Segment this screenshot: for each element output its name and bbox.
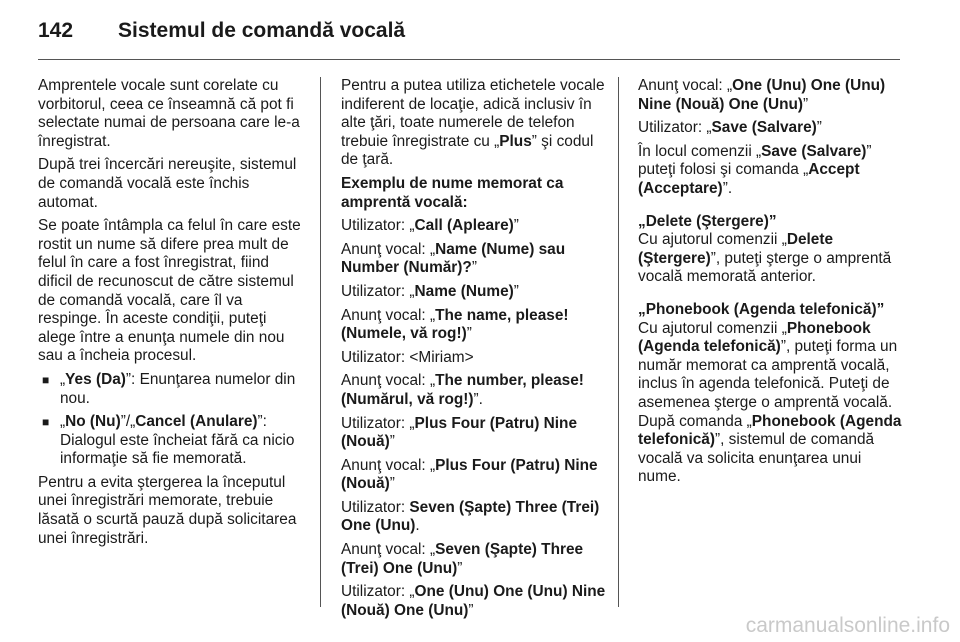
dialog-line: Utilizator: „Plus Four (Patru) Nine (Nouă)” (341, 414, 578, 451)
paragraph: Se poate întâmpla ca felul în care este rostit un nume să difere prea mult de felul în care a fost înregistrat, fiind dificil de recunoscut de către sistemul de comandă vocală, care îl va respinge. În aceste condiţii, puteţi alege între a enunţa numele din nou sau a încheia procesul. (38, 217, 301, 365)
column-divider-1 (320, 77, 321, 607)
dialog-line: Utilizator: Seven (Şapte) Three (Trei) One (Unu). (341, 498, 600, 535)
paragraph: Amprentele vocale sunt corelate cu vorbitorul, ceea ce înseamnă că pot fi selectate numai de persoana care le-a înregistrat. (38, 77, 300, 150)
command-label: No (Nu) (65, 413, 121, 431)
dialog-line: Anunţ vocal: „The number, please! (Numărul, vă rog!)”. (341, 372, 584, 408)
dialog-line: Utilizator: „Save (Salvare)” (638, 119, 822, 137)
paragraph: După trei încercări nereuşite, sistemul de comandă vocală este închis automat. (38, 156, 297, 211)
paragraph: Pentru a putea utiliza etichetele vocale indiferent de locaţie, adică inclusiv în alte ţări, toate numerele de telefon trebuie înregistrate cu „Plus” şi codul de ţară. (341, 77, 605, 169)
bullet-item: ■ „Yes (Da)”: Enunţarea numelor din nou. (42, 370, 296, 407)
dialog-line: Anunţ vocal: „Name (Nume) sau Number (Număr)?” (341, 240, 566, 277)
column-3 (638, 77, 904, 492)
dialog-line: Utilizator: „Name (Nume)” (341, 282, 519, 300)
command-label: Cancel (Anulare) (135, 413, 258, 431)
bullet-square-icon: ■ (42, 415, 50, 430)
paragraph: Cu ajutorul comenzii „Phonebook (Agenda telefonică)”, puteţi forma un număr memorat ca amprentă vocală, inclus în agenda telefonică. Puteţi de asemenea şterge o amprentă vocală. După comanda „Phonebook (Agenda telefonică)”, sistemul de comandă vocală va solicita enunţarea unui nume. (638, 319, 902, 486)
section-heading-delete: „Delete (Ştergere)” (638, 212, 777, 230)
dialog-line: Utilizator: „One (Unu) One (Unu) Nine (Nouă) One (Unu)” (341, 583, 606, 619)
column-1 (38, 77, 306, 553)
command-label: Yes (Da) (65, 370, 126, 388)
dialog-line: Utilizator: „Call (Apleare)” (341, 217, 519, 235)
column-2 (341, 77, 609, 625)
page-header (38, 16, 924, 46)
section-heading-phonebook: „Phonebook (Agenda telefonică)” (638, 300, 885, 318)
watermark: carmanualsonline.info (745, 614, 950, 637)
dialog-line: Anunţ vocal: „The name, please! (Numele, vă rog!)” (341, 306, 569, 343)
dialog-line: Utilizator: <Miriam> (341, 348, 474, 366)
example-heading: Exemplu de nume memorat ca amprentă vocală: (341, 174, 564, 211)
dialog-line: Anunţ vocal: „Seven (Şapte) Three (Trei) One (Unu)” (341, 541, 584, 577)
paragraph: În locul comenzii „Save (Salvare)” puteţi folosi şi comanda „Accept (Acceptare)”. (638, 142, 872, 197)
bullet-square-icon: ■ (42, 372, 50, 387)
header-rule (38, 59, 900, 60)
paragraph: Cu ajutorul comenzii „Delete (Ştergere)”, puteţi şterge o amprentă vocală memorată anterior. (638, 231, 892, 286)
page-title: Sistemul de comandă vocală (118, 19, 406, 42)
paragraph: Pentru a evita ştergerea la începutul unei înregistrări memorate, trebuie lăsată o scurtă pauză după solicitarea unei înregistrări. (38, 473, 297, 547)
bullet-item: ■ „No (Nu)”/„Cancel (Anulare)”: Dialogul este încheiat fără ca nicio informaţie să fie memorată. (42, 413, 295, 468)
dialog-line: Anunţ vocal: „Plus Four (Patru) Nine (Nouă)” (341, 456, 598, 493)
page-number: 142 (38, 19, 74, 42)
column-divider-2 (618, 77, 619, 607)
dialog-line: Anunţ vocal: „One (Unu) One (Unu) Nine (Nouă) One (Unu)” (638, 77, 886, 113)
